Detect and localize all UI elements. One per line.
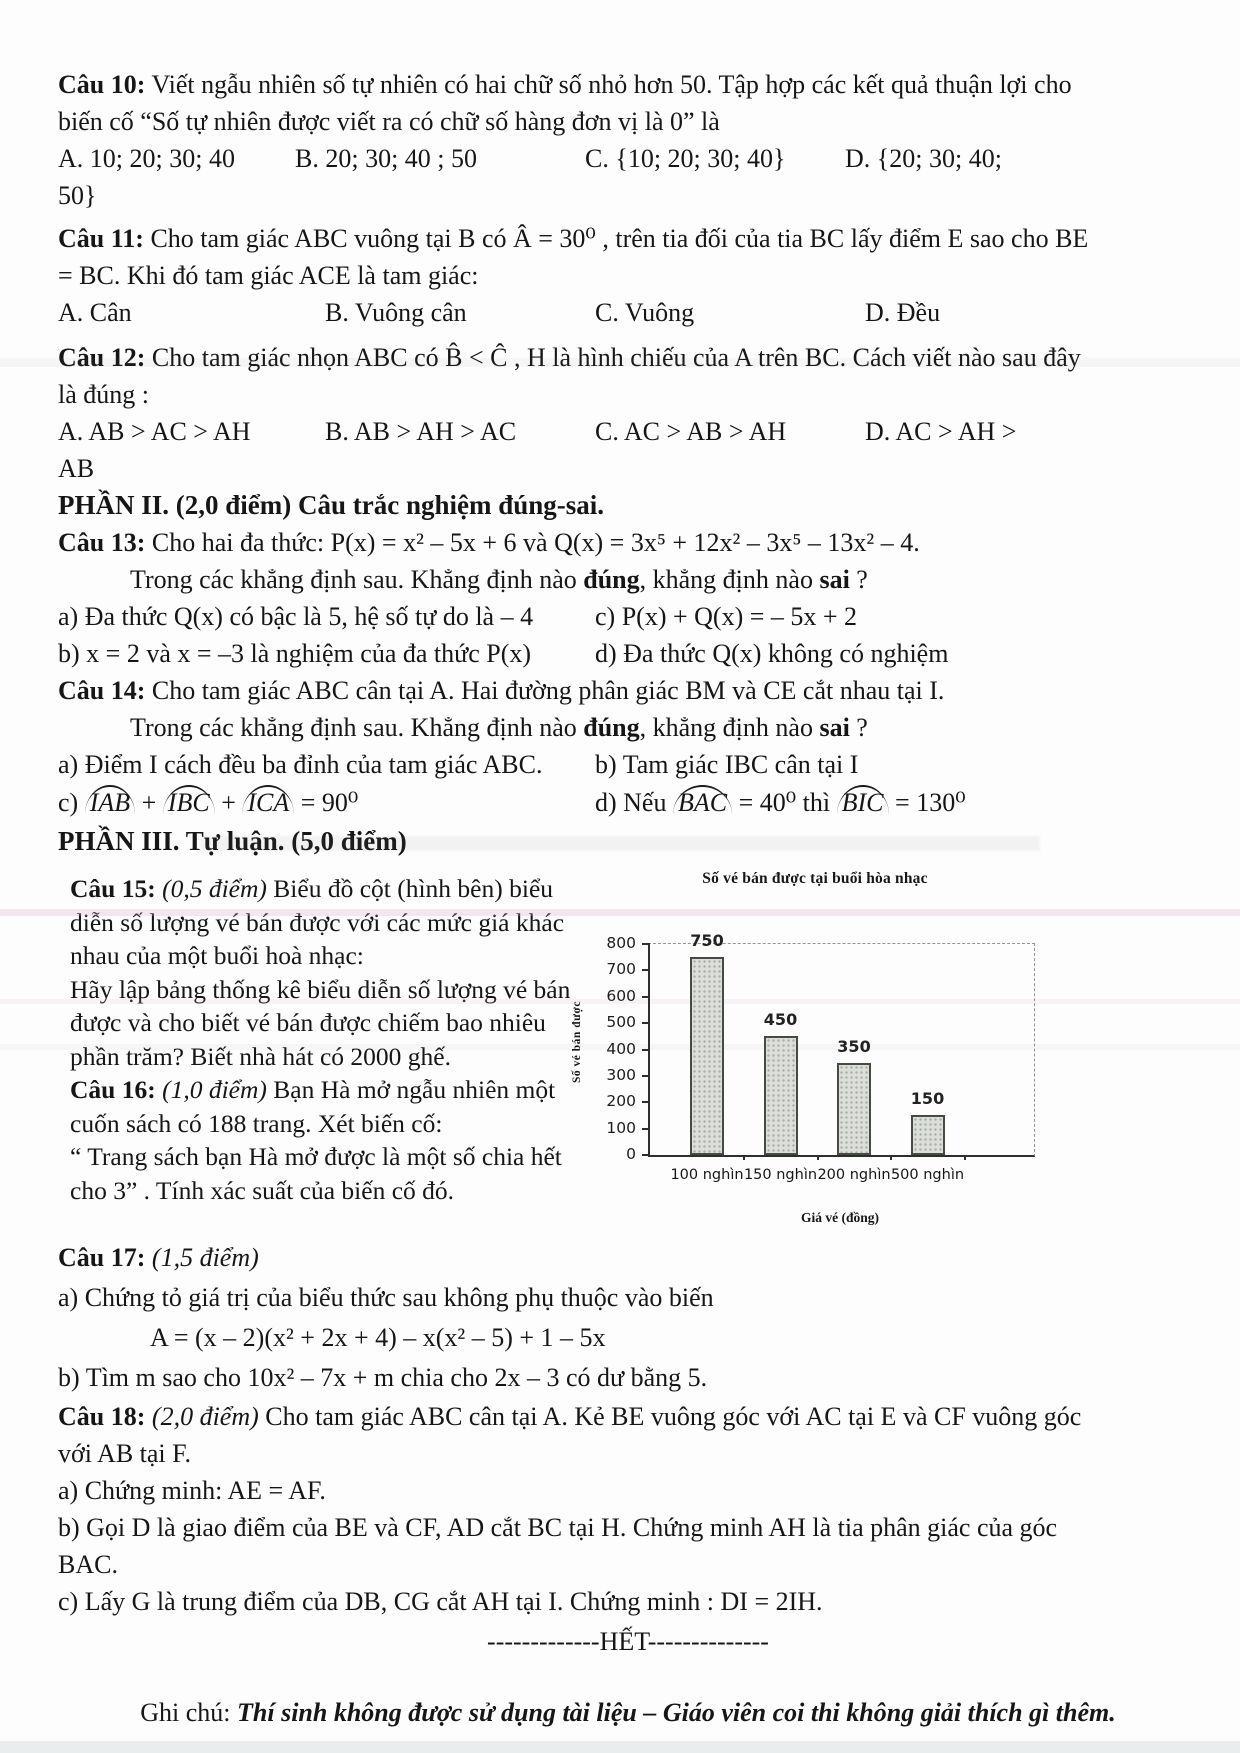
question-10-text-line2: biến cố “Số tự nhiên được viết ra có chữ số hàng đơn vị là 0” là: [58, 107, 720, 136]
chart-ytick-mark: [642, 969, 650, 971]
question-17-formula: A = (x – 2)(x² + 2x + 4) – x(x² – 5) + 1 – 5x: [150, 1323, 606, 1352]
question-10-label: Câu 10:: [58, 70, 146, 99]
question-17-a: a) Chứng tỏ giá trị của biểu thức sau không phụ thuộc vào biến: [58, 1283, 714, 1312]
question-11: [58, 220, 1198, 294]
question-15-text2: Hãy lập bảng thống kê biểu diễn số lượng vé bán được và cho biết vé bán được chiếm bao nhiêu phần trăm? Biết nhà hát có 2000 ghế.: [70, 974, 571, 1071]
chart-xtick-label: 500 nghìn: [890, 1167, 965, 1183]
question-17-b: b) Tìm m sao cho 10x² – 7x + m chia cho 2x – 3 có dư bằng 5.: [58, 1363, 708, 1392]
question-16: [70, 1073, 575, 1140]
question-15-text: Biểu đồ cột (hình bên) biểu diễn số lượng vé bán được với các mức giá khác nhau của một buổi hoà nhạc:: [70, 874, 565, 970]
chart-bar-value-label: 150: [910, 1089, 945, 1109]
question-13-statements-row1: [58, 598, 1198, 635]
part2-heading: PHẦN II. (2,0 điểm) Câu trắc nghiệm đúng-sai.: [58, 490, 605, 520]
option-a: A. 10; 20; 30; 40: [58, 144, 235, 173]
question-10: [58, 66, 1198, 140]
chart-ytick-label: 500: [606, 1013, 636, 1032]
chart-ytick-label: 400: [606, 1039, 636, 1058]
statement-c: c) IAB + IBC + ICA = 90⁰: [58, 783, 595, 823]
question-12-option-overflow: AB: [58, 454, 95, 483]
statement-b: b) x = 2 và x = –3 là nghiệm của đa thức P(x): [58, 639, 532, 668]
option-c: C. {10; 20; 30; 40}: [585, 144, 786, 173]
chart-ytick-mark: [642, 1101, 650, 1103]
chart-bar: [911, 1115, 945, 1155]
question-10-text-line1: Viết ngẫu nhiên số tự nhiên có hai chữ số nhỏ hơn 50. Tập hợp các kết quả thuận lợi cho: [151, 70, 1072, 99]
chart-bar: [764, 1036, 798, 1155]
bar-chart: [571, 866, 1055, 1238]
scan-artifact-band: [0, 1741, 1240, 1753]
chart-xtick-mark: [964, 1155, 966, 1160]
chart-ytick-mark: [642, 1075, 650, 1077]
chart-ytick-label: 800: [606, 934, 636, 952]
part3-heading: PHẦN III. Tự luận. (5,0 điểm): [58, 826, 407, 856]
statement-a: a) Đa thức Q(x) có bậc là 5, hệ số tự do là – 4: [58, 602, 534, 631]
angle-arc: BIC: [837, 785, 889, 818]
word-dung: đúng: [583, 565, 640, 594]
question-11-label: Câu 11:: [58, 224, 144, 253]
questions-15-16-column: [70, 866, 575, 1238]
option-b: B. 20; 30; 40 ; 50: [295, 144, 478, 173]
question-12-options: [58, 413, 1198, 450]
chart-yaxis-title: Số vé bán được: [571, 1001, 583, 1083]
question-12-text-line2: là đúng :: [58, 380, 149, 409]
question-17: [58, 1238, 1198, 1278]
statement-d: d) Đa thức Q(x) không có nghiệm: [595, 639, 949, 668]
word-sai: sai: [819, 565, 850, 594]
chart-ytick-label: 700: [606, 960, 636, 979]
chart-ytick-mark: [642, 1128, 650, 1130]
chart-xaxis-title: Giá vé (đồng): [800, 1210, 879, 1225]
option-a: A. Cân: [58, 298, 132, 327]
word-dung: đúng: [583, 713, 640, 742]
question-17-label: Câu 17:: [58, 1243, 146, 1272]
question-18-a: a) Chứng minh: AE = AF.: [58, 1476, 326, 1505]
chart-ytick-label: 0: [626, 1145, 636, 1163]
chart-plot: [606, 931, 1035, 1183]
question-11-text-line1: Cho tam giác ABC vuông tại B có Â = 30⁰ , trên tia đối của tia BC lấy điểm E sao cho BE: [150, 224, 1089, 253]
option-c: C. Vuông: [595, 298, 695, 327]
statement-a: a) Điểm I cách đều ba đỉnh của tam giác ABC.: [58, 750, 543, 779]
chart-bar-value-label: 350: [837, 1036, 871, 1056]
question-15-label: Câu 15:: [70, 874, 156, 903]
question-16-text2: “ Trang sách bạn Hà mở được là một số chia hết cho 3” . Tính xác suất của biến cố đó.: [70, 1142, 562, 1205]
angle-arc: BAC: [673, 785, 732, 818]
question-18-c: c) Lấy G là trung điểm của DB, CG cắt AH tại I. Chứng minh : DI = 2IH.: [58, 1587, 823, 1616]
statement-b: b) Tam giác IBC cân tại I: [595, 750, 859, 779]
angle-arc: IAB: [85, 785, 135, 818]
question-18-block: [58, 1398, 1198, 1620]
question-14-statements-row2: [58, 783, 1198, 823]
question-17-points: (1,5 điểm): [151, 1243, 259, 1272]
question-15: [70, 872, 575, 973]
angle-arc: IBC: [163, 785, 215, 818]
chart-bar-value-label: 450: [763, 1010, 798, 1030]
question-18-text-line2: với AB tại F.: [58, 1439, 192, 1468]
het-divider: -------------HẾT--------------: [487, 1627, 769, 1656]
question-10-option-overflow: 50}: [58, 181, 97, 210]
question-12: [58, 339, 1198, 413]
question-13: [58, 524, 1198, 561]
chart-ytick-label: 100: [606, 1118, 636, 1137]
true-false-instruction: Trong các khẳng định sau. Khẳng định nào đúng, khẳng định nào sai ?: [130, 565, 868, 594]
chart-ytick-label: 300: [606, 1065, 636, 1084]
word-sai: sai: [819, 713, 850, 742]
chart-title: Số vé bán được tại buổi hòa nhạc: [702, 870, 928, 887]
chart-ytick-mark: [642, 1049, 650, 1051]
chart-xtick-mark: [890, 1155, 892, 1160]
footer-prefix: Ghi chú:: [140, 1698, 238, 1727]
chart-xtick-label: 100 nghìn: [670, 1167, 744, 1183]
section-15-16: [58, 866, 1198, 1238]
chart-xtick-mark: [743, 1155, 745, 1160]
question-12-text-line1: Cho tam giác nhọn ABC có B̂ < Ĉ , H là hình chiếu của A trên BC. Cách viết nào sau đây: [151, 343, 1081, 372]
question-15-points: (0,5 điểm): [162, 874, 267, 903]
angle-arc: ICA: [242, 785, 294, 818]
question-14-statements-row1: [58, 746, 1198, 783]
question-14-label: Câu 14:: [58, 676, 146, 705]
chart-ytick-label: 200: [606, 1092, 636, 1111]
option-b: B. AB > AH > AC: [325, 417, 517, 446]
true-false-instruction: Trong các khẳng định sau. Khẳng định nào đúng, khẳng định nào sai ?: [130, 713, 868, 742]
chart-ytick-label: 600: [606, 986, 636, 1005]
question-18-b: b) Gọi D là giao điểm của BE và CF, AD cắt BC tại H. Chứng minh AH là tia phân giác của góc BAC.: [58, 1513, 1058, 1579]
chart-xtick-label: 200 nghìn: [817, 1167, 891, 1183]
question-17-block: [58, 1238, 1198, 1398]
question-16-label: Câu 16:: [70, 1075, 156, 1104]
statement-c: c) P(x) + Q(x) = – 5x + 2: [595, 602, 858, 631]
question-10-options: [58, 140, 1198, 177]
option-d: D. Đều: [865, 298, 941, 327]
statement-d: d) Nếu BAC = 40⁰ thì BIC = 130⁰: [595, 783, 1198, 823]
chart-ytick-mark: [642, 943, 650, 945]
question-14: [58, 672, 1198, 709]
footer-note: [58, 1694, 1198, 1731]
question-12-label: Câu 12:: [58, 343, 146, 372]
question-11-options: [58, 294, 1198, 331]
question-18-label: Câu 18:: [58, 1402, 146, 1431]
chart-ytick-mark: [642, 1022, 650, 1024]
question-16-points: (1,0 điểm): [162, 1075, 267, 1104]
chart-bar-value-label: 750: [690, 931, 724, 951]
option-a: A. AB > AC > AH: [58, 417, 251, 446]
chart-ytick-mark: [642, 996, 650, 998]
question-13-text: Cho hai đa thức: P(x) = x² – 5x + 6 và Q(x) = 3x⁵ + 12x² – 3x⁵ – 13x² – 4.: [151, 528, 920, 557]
option-c: C. AC > AB > AH: [595, 417, 787, 446]
chart-xtick-label: 150 nghìn: [743, 1167, 818, 1183]
chart-ytick-mark: [642, 1154, 650, 1156]
option-d: D. AC > AH >: [865, 417, 1017, 446]
question-18: [58, 1398, 1198, 1472]
question-18-text-line1: Cho tam giác ABC cân tại A. Kẻ BE vuông góc với AC tại E và CF vuông góc: [265, 1402, 1082, 1431]
footer-text: Thí sinh không được sử dụng tài liệu – Giáo viên coi thi không giải thích gì thêm.: [237, 1698, 1116, 1727]
question-11-text-line2: = BC. Khi đó tam giác ACE là tam giác:: [58, 261, 479, 290]
question-14-text: Cho tam giác ABC cân tại A. Hai đường phân giác BM và CE cắt nhau tại I.: [151, 676, 945, 705]
chart-bar: [690, 957, 724, 1155]
question-18-points: (2,0 điểm): [151, 1402, 259, 1431]
chart-xtick-mark: [817, 1155, 819, 1160]
option-b: B. Vuông cân: [325, 298, 467, 327]
chart-bar: [837, 1063, 871, 1155]
option-d: D. {20; 30; 40;: [845, 144, 1002, 173]
question-13-label: Câu 13:: [58, 528, 146, 557]
question-16-text: Bạn Hà mở ngẫu nhiên một cuốn sách có 188 trang. Xét biến cố:: [70, 1075, 556, 1138]
question-13-statements-row2: [58, 635, 1198, 672]
